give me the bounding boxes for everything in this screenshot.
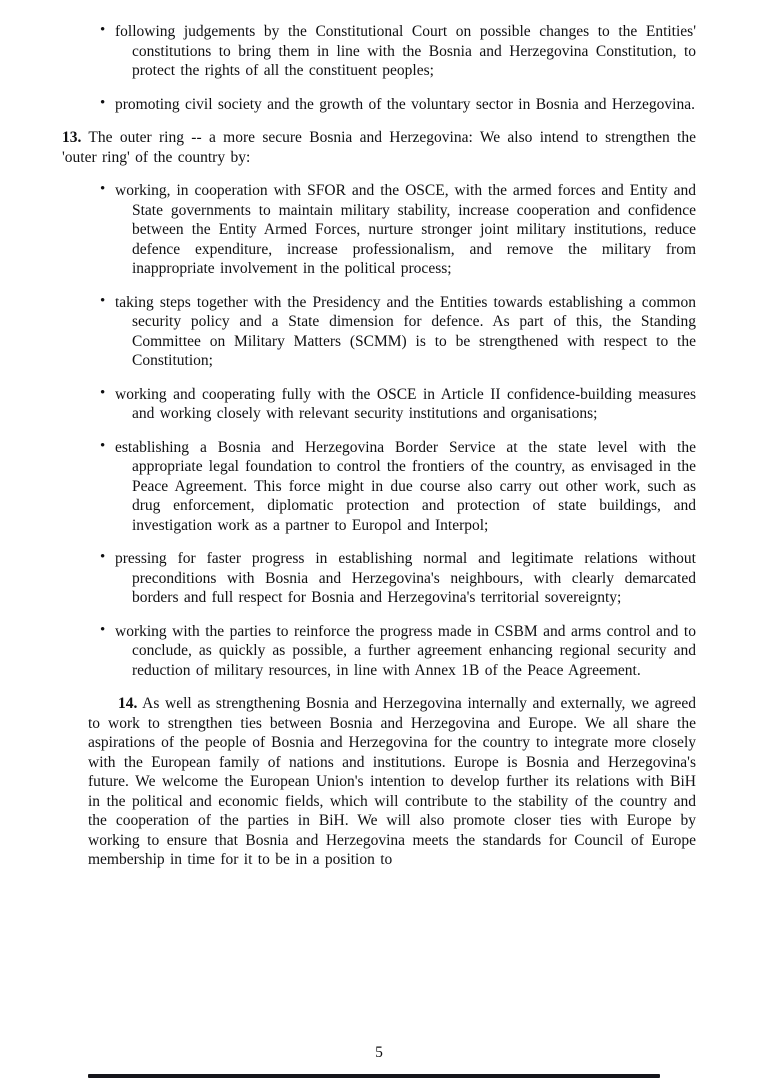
paragraph-14-number: 14.	[118, 695, 138, 712]
bullet-icon: •	[100, 621, 106, 638]
paragraph-13-text: The outer ring -- a more secure Bosnia and Herzegovina: We also intend to strengthen the 'outer ring' of the country by:	[62, 129, 696, 166]
scan-edge-artifact	[88, 1074, 660, 1078]
bullet-text: working, in cooperation with SFOR and the OSCE, with the armed forces and Entity and State governments to maintain military stability, increase cooperation and confidence between the Entity Armed Forces, nurture stronger joint military institutions, reduce defence expenditure, increase professionalism, and remove the military from inappropriate involvement in the political process;	[115, 182, 696, 277]
bullet-text: working and cooperating fully with the OSCE in Article II confidence-building measures and working closely with relevant security institutions and organisations;	[115, 385, 696, 422]
bullet-text: establishing a Bosnia and Herzegovina Border Service at the state level with the appropriate legal foundation to control the frontiers of the country, as envisaged in the Peace Agreement. This force might in due course also carry out other work, such as drug enforcement, diplomatic protection and protection of state buildings, and investigation work as a partner to Europol and Interpol;	[115, 438, 696, 534]
list-item	[62, 549, 696, 608]
list-item	[62, 95, 696, 115]
bullet-text: taking steps together with the Presidency and the Entities towards establishing a common security policy and a State dimension for defence. As part of this, the Standing Committee on Military Matters (SCMM) is to be strengthened with respect to the Constitution;	[115, 293, 696, 369]
intro-bullet-list	[62, 22, 696, 114]
bullet-icon: •	[100, 384, 106, 401]
paragraph-14-text: As well as strengthening Bosnia and Herzegovina internally and externally, we agreed to work to strengthen ties between Bosnia and Herzegovina and Europe. We all share the aspirations of the people of Bosnia and Herzegovina for the country to integrate more closely with the European family of nations and institutions. Europe is Bosnia and Herzegovina's future. We welcome the European Union's intention to develop further its relations with BiH in the political and economic fields, which will contribute to the stability of the country and the cooperation of the parties in BiH. We will also promote closer ties with Europe by working to ensure that Bosnia and Herzegovina meets the standards for Council of Europe membership in time for it to be in a position to	[88, 695, 696, 868]
list-item	[62, 622, 696, 681]
bullet-icon: •	[100, 437, 106, 454]
bullet-text: following judgements by the Constitutional Court on possible changes to the Entities' constitutions to bring them in line with the Bosnia and Herzegovina Constitution, to protect the rights of all the constituent peoples;	[115, 23, 696, 79]
bullet-icon: •	[100, 94, 106, 111]
list-item	[62, 438, 696, 536]
list-item	[62, 293, 696, 371]
bullet-icon: •	[100, 181, 106, 197]
section-13-bullet-list	[62, 181, 696, 680]
paragraph-14	[88, 694, 696, 870]
list-item	[62, 22, 696, 81]
bullet-text: pressing for faster progress in establishing normal and legitimate relations without preconditions with Bosnia and Herzegovina's neighbours, with clearly demarcated borders and full respect for Bosnia and Herzegovina's territorial sovereignty;	[115, 550, 696, 606]
list-item	[62, 385, 696, 424]
bullet-icon: •	[100, 549, 106, 565]
page-number: 5	[375, 1043, 383, 1061]
bullet-icon: •	[100, 292, 106, 309]
bullet-text: promoting civil society and the growth of the voluntary sector in Bosnia and Herzegovina.	[115, 95, 695, 113]
bullet-text: working with the parties to reinforce the progress made in CSBM and arms control and to conclude, as quickly as possible, a further agreement enhancing regional security and reduction of military resources, in line with Annex 1B of the Peace Agreement.	[115, 622, 696, 679]
bullet-icon: •	[100, 22, 106, 38]
paragraph-13	[62, 128, 696, 167]
paragraph-13-number: 13.	[62, 129, 82, 146]
list-item	[62, 181, 696, 279]
